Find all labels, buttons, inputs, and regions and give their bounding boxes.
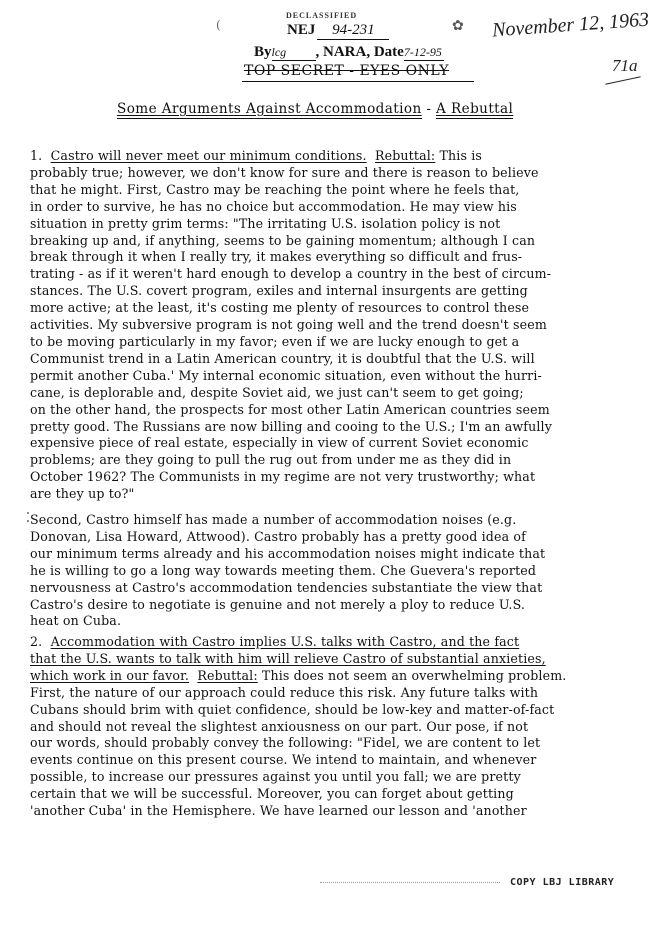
point-1-second-paragraph: [30, 512, 650, 630]
text-line: trating - as if it weren't hard enough to develop a country in the best of circum-: [30, 266, 552, 282]
title-main: Some Arguments Against Accommodation: [117, 101, 422, 117]
text-line: our words, should probably convey the following: "Fidel, we are content to let: [30, 735, 541, 751]
text-line: breaking up and, if anything, seems to be gaining momentum; although I can: [30, 232, 536, 248]
title-rebuttal: A Rebuttal: [436, 101, 514, 117]
text-line: are they up to?": [30, 486, 135, 502]
rebuttal-label: Rebuttal:: [374, 148, 436, 163]
point-2-claim-line: Accommodation with Castro implies U.S. talks with Castro, and the fact: [50, 634, 520, 649]
text-line: cane, is deplorable and, despite Soviet aid, we just can't seem to get going;: [30, 384, 524, 400]
declassified-label: DECLASSIFIED: [286, 11, 358, 20]
text-line: activities. My subversive program is not going well and the trend doesn't seem: [30, 317, 547, 333]
library-stamp: COPY LBJ LIBRARY: [510, 877, 615, 888]
point-1-paragraph: [30, 148, 650, 503]
text-line: to be moving particularly in my favor; even if we are lucky enough to get a: [30, 333, 520, 349]
point-number: 1.: [30, 148, 43, 163]
nara-label: , NARA, Date: [315, 44, 404, 60]
point-2-claim-line: which work in our favor.: [30, 667, 190, 683]
text-line: nervousness at Castro's accommodation tendencies substantiate the view that: [30, 579, 543, 595]
text-line: in order to survive, he has no choice but accommodation. He may view his: [30, 198, 517, 214]
text-line: Second, Castro himself has made a number of accommodation noises (e.g.: [30, 512, 517, 527]
text-line: pretty good. The Russians are now billing and cooing to the U.S.; I'm an awfully: [30, 418, 552, 434]
text-line: our minimum terms already and his accommodation noises might indicate that: [30, 545, 546, 561]
by-signature: lcg: [272, 45, 316, 61]
text-line: situation in pretty grim terms: "The irritating U.S. isolation policy is not: [30, 215, 501, 231]
nej-label: NEJ: [287, 22, 316, 38]
scan-speck: [27, 512, 29, 514]
text-line: permit another Cuba.' My internal economic situation, even without the hurri-: [30, 367, 542, 383]
text-line: stances. The U.S. covert program, exiles and internal insurgents are getting: [30, 283, 528, 299]
text-line: heat on Cuba.: [30, 613, 122, 629]
text-line: possible, to increase our pressures against you until you fall; we are pretty: [30, 769, 521, 785]
nara-date: 7-12-95: [403, 45, 442, 59]
text-line: [30, 634, 650, 651]
text-line: he is willing to go a long way towards meeting them. Che Guevera's reported: [30, 562, 537, 578]
text-line: expensive piece of real estate, especially in view of current Soviet economic: [30, 435, 529, 451]
point-2-claim-line: that the U.S. wants to talk with him will relieve Castro of substantial anxieties,: [30, 650, 546, 666]
text-line: break through it when I really try, it makes everything so difficult and frus-: [30, 249, 523, 265]
text-line: 'another Cuba' in the Hemisphere. We have learned our lesson and 'another: [30, 803, 527, 819]
point-1-claim: Castro will never meet our minimum conditions.: [50, 148, 367, 163]
classification-underline: [242, 81, 474, 82]
rebuttal-label: Rebuttal:: [197, 667, 258, 683]
scan-mark: (: [216, 18, 221, 32]
text-line: Communist trend in a Latin American country, it is doubtful that the U.S. will: [30, 350, 535, 366]
text-line: [30, 148, 650, 165]
text-line: on the other hand, the prospects for most other Latin American countries seem: [30, 401, 550, 417]
by-label: By: [254, 44, 272, 60]
handwritten-underline: [605, 76, 640, 84]
text-line: October 1962? The Communists in my regime are not very trustworthy; what: [30, 469, 536, 485]
text-line: certain that we will be successful. Moreover, you can forget about getting: [30, 786, 514, 802]
nara-authorization: [254, 44, 444, 61]
title-separator: -: [421, 101, 437, 117]
text-line: events continue on this present course. We intend to maintain, and whenever: [30, 752, 537, 768]
text-line: that he might. First, Castro may be reaching the point where he feels that,: [30, 181, 520, 197]
scan-speck: [27, 520, 29, 522]
point-2-paragraph: [30, 634, 650, 820]
text-line: probably true; however, we don't know for sure and there is reason to believe: [30, 164, 539, 180]
nej-value: 94-231: [317, 22, 389, 40]
text-line: problems; are they going to pull the rug out from under me as they did in: [30, 452, 512, 468]
scan-mark: ✿: [452, 18, 464, 34]
point-number: 2.: [30, 634, 43, 649]
handwritten-page-mark: 71a: [612, 56, 638, 75]
scan-noise: [320, 882, 500, 884]
classification-struck: TOP SECRET - EYES ONLY: [244, 63, 450, 79]
text-fragment: This does not seem an overwhelming problem.: [257, 667, 567, 683]
text-fragment: This is: [435, 148, 483, 163]
text-line: Cubans should brim with quiet confidence, should be low-key and matter-of-fact: [30, 701, 555, 717]
text-line: and should not reveal the slightest anxiousness on our part. Our pose, if not: [30, 718, 529, 734]
handwritten-date: November 12, 1963: [491, 8, 650, 42]
text-line: [30, 668, 650, 685]
text-line: First, the nature of our approach could reduce this risk. Any future talks with: [30, 684, 539, 700]
text-line: Donovan, Lisa Howard, Attwood). Castro probably has a pretty good idea of: [30, 528, 526, 544]
text-line: Castro's desire to negotiate is genuine and not merely a ploy to reduce U.S.: [30, 596, 526, 612]
text-line: more active; at the least, it's costing me plenty of resources to control these: [30, 300, 530, 316]
document-title: [117, 101, 513, 117]
nej-case-number: [287, 22, 389, 40]
